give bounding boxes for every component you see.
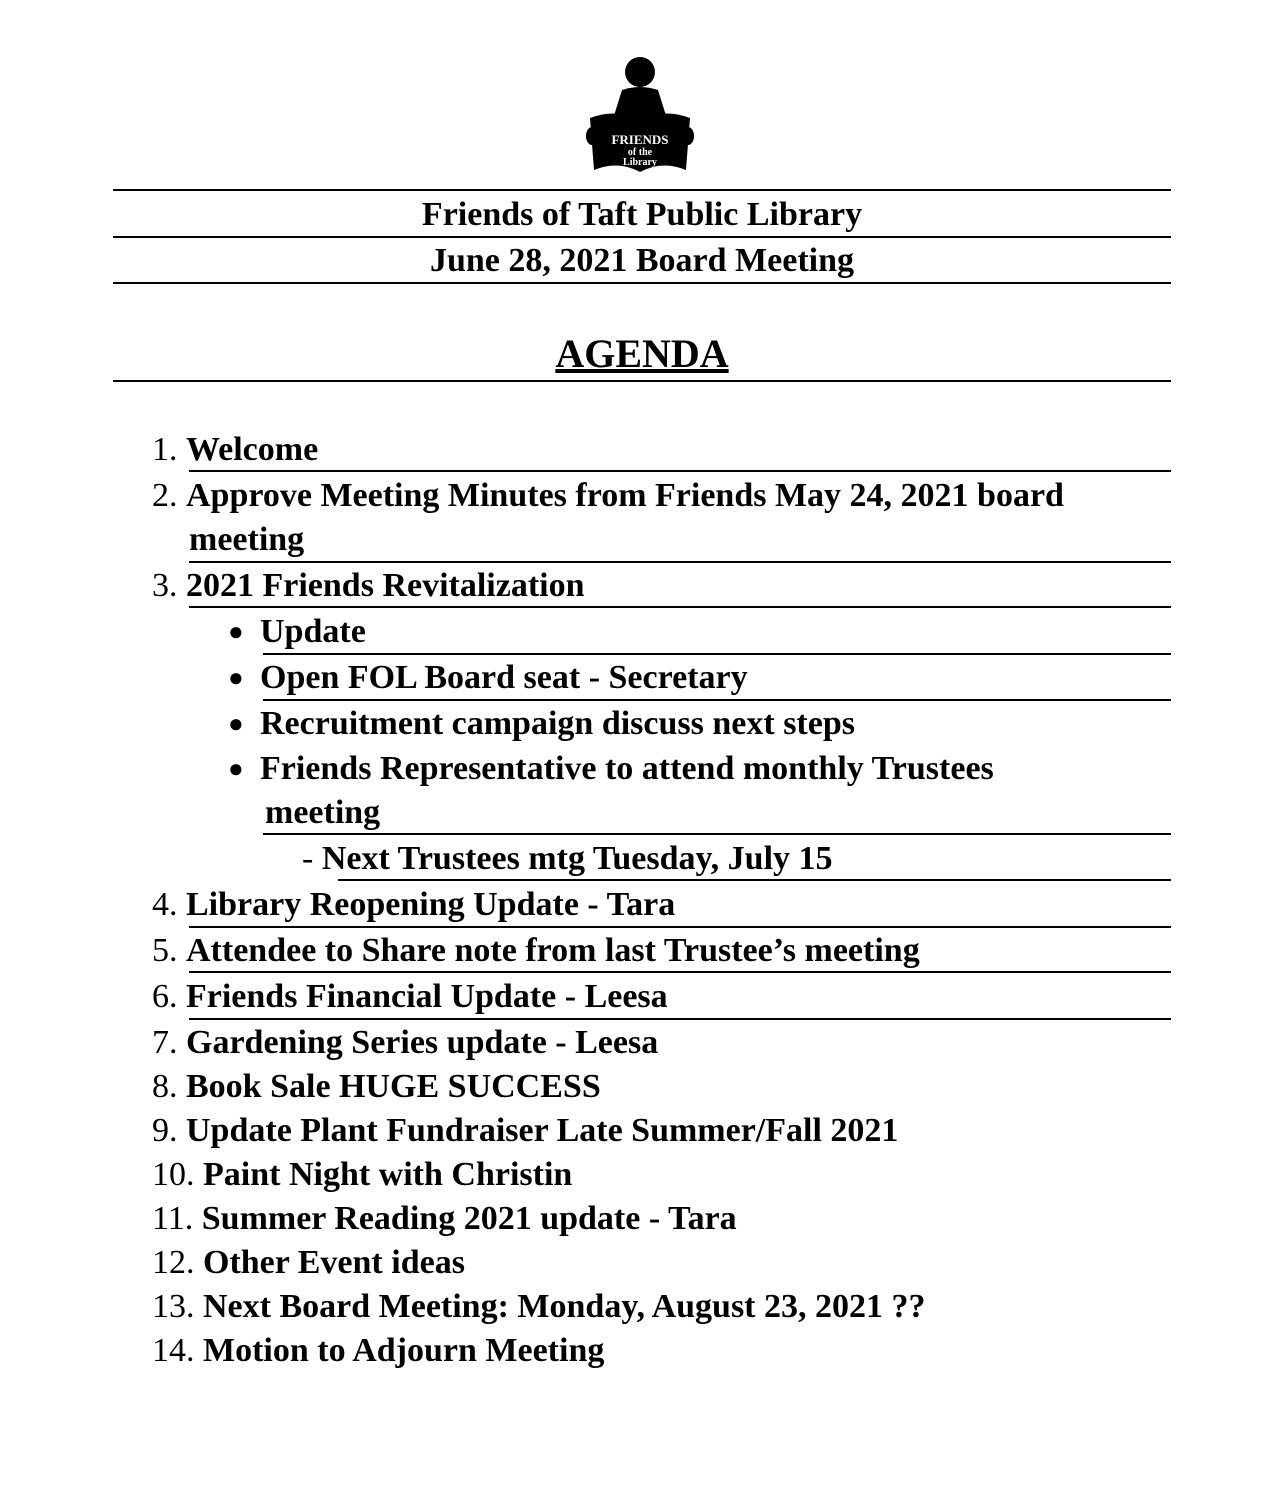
agenda-item [152, 1155, 572, 1195]
item-text: Welcome [186, 431, 319, 468]
item-number: 10. [152, 1156, 195, 1193]
agenda-item [152, 430, 318, 470]
underline [263, 833, 1171, 835]
item-text: Motion to Adjourn Meeting [203, 1332, 605, 1369]
item-text: Other Event ideas [203, 1244, 465, 1281]
agenda-item [152, 1331, 604, 1371]
bullet-icon: ● [228, 754, 244, 783]
bullet-icon: ● [228, 709, 244, 738]
underline [189, 470, 1171, 472]
agenda-item [152, 1243, 465, 1283]
friends-of-the-library-logo [582, 52, 698, 178]
agenda-item [152, 885, 675, 925]
item-number: 12. [152, 1244, 195, 1281]
agenda-item [152, 931, 920, 971]
subitem-text-continued: meeting [265, 794, 381, 831]
agenda-item [152, 1111, 898, 1151]
divider [113, 189, 1171, 191]
item-text: Next Board Meeting: Monday, August 23, 2021 ?? [203, 1288, 926, 1325]
subitem-text: Recruitment campaign discuss next steps [260, 705, 855, 742]
item-text: 2021 Friends Revitalization [186, 567, 585, 604]
underline [263, 653, 1171, 655]
underline [189, 561, 1171, 563]
item-number: 7. [152, 1024, 178, 1061]
agenda-item [152, 1199, 737, 1239]
item-text: Gardening Series update - Leesa [186, 1024, 659, 1061]
item-number: 2. [152, 477, 178, 514]
item-text: Book Sale HUGE SUCCESS [186, 1068, 601, 1105]
agenda-item [152, 566, 585, 606]
agenda-item [152, 1287, 926, 1327]
item-text: Attendee to Share note from last Trustee’s meeting [186, 932, 920, 969]
underline [189, 971, 1171, 973]
item-number: 11. [152, 1200, 194, 1237]
bullet-icon: ● [228, 617, 244, 646]
underline [189, 926, 1171, 928]
agenda-item [152, 476, 1064, 516]
item-text: Library Reopening Update - Tara [186, 886, 676, 923]
sub-sub-text: Next Trustees mtg Tuesday, July 15 [321, 840, 833, 877]
logo-text-3: Library [623, 157, 657, 168]
item-number: 1. [152, 431, 178, 468]
item-text: Update Plant Fundraiser Late Summer/Fall 2021 [186, 1112, 899, 1149]
meeting-title: June 28, 2021 Board Meeting [429, 242, 855, 279]
org-name: Friends of Taft Public Library [421, 196, 863, 233]
logo-text-1: FRIENDS [611, 132, 669, 147]
sub-sub-item [302, 839, 833, 879]
divider [113, 282, 1171, 284]
logo-head [625, 57, 655, 87]
item-number: 13. [152, 1288, 195, 1325]
divider [113, 380, 1171, 382]
divider [113, 236, 1171, 238]
agenda-item [152, 977, 668, 1017]
agenda-title: AGENDA [555, 331, 729, 376]
bullet-icon: ● [228, 663, 244, 692]
item-number: 3. [152, 567, 178, 604]
item-text: Paint Night with Christin [203, 1156, 573, 1193]
item-text-continued: meeting [189, 521, 305, 558]
logo-hand-right [682, 127, 694, 145]
logo-hand-left [586, 127, 598, 145]
item-number: 14. [152, 1332, 195, 1369]
logo-text-2: of the [627, 147, 653, 158]
underline [263, 699, 1171, 701]
agenda-item [152, 1023, 658, 1063]
subitem-text: Open FOL Board seat - Secretary [260, 659, 748, 696]
underline [338, 879, 1171, 881]
item-text: Approve Meeting Minutes from Friends May 24, 2021 board [186, 477, 1064, 514]
item-number: 6. [152, 978, 178, 1015]
agenda-item [152, 1067, 601, 1107]
underline [189, 606, 1171, 608]
subitem-text: Friends Representative to attend monthly Trustees [260, 750, 994, 787]
dash: - [302, 840, 314, 877]
item-number: 4. [152, 886, 178, 923]
subitem-text: Update [260, 613, 366, 650]
item-text: Summer Reading 2021 update - Tara [201, 1200, 737, 1237]
item-text: Friends Financial Update - Leesa [186, 978, 668, 1015]
item-number: 5. [152, 932, 178, 969]
underline [189, 1018, 1171, 1020]
item-number: 9. [152, 1112, 178, 1149]
item-number: 8. [152, 1068, 178, 1105]
